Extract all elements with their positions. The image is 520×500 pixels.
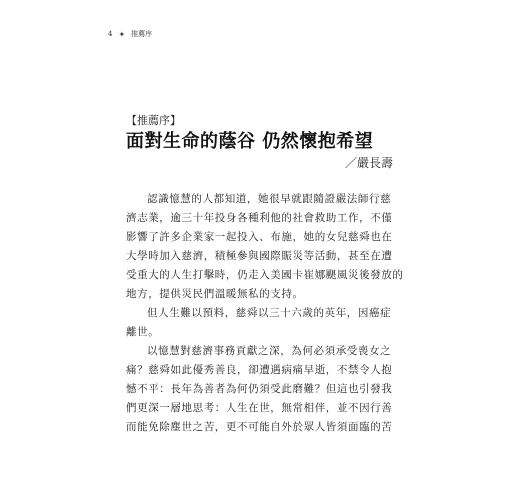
text-line: 憾不平：長年為善者為何仍須受此磨難？但這也引發我 <box>126 383 393 395</box>
article-title: 面對生命的蔭谷 仍然懷抱希望 <box>126 131 374 152</box>
text-line: 受重大的人生打擊時，仍走入美國卡崔娜颶風災後發放的 <box>126 269 404 281</box>
body-text <box>126 190 416 437</box>
four-point-star-icon: ✦ <box>118 29 126 39</box>
text-line: 大學時加入慈濟，積極參與國際賑災等活動，甚至在遭 <box>126 250 393 262</box>
text-line: 以憶慧對慈濟事務貢獻之深，為何必須承受喪女之 <box>147 345 392 357</box>
section-name: 推薦序 <box>131 30 153 38</box>
text-line: 痛？慈舜如此優秀善良，卻遭遇病痛早逝，不禁令人抱 <box>126 364 393 376</box>
page-number: 4 <box>108 30 113 38</box>
text-line: 但人生難以預料，慈舜以三十六歲的英年，因癌症 <box>147 307 392 319</box>
paragraph <box>126 304 416 342</box>
foreword-kicker: 【推薦序】 <box>126 114 181 127</box>
paragraph <box>126 342 416 437</box>
running-header <box>108 29 152 39</box>
author-byline: ／嚴長壽 <box>345 156 394 170</box>
text-line: 認識憶慧的人都知道，她很早就跟隨證嚴法師行慈 <box>147 193 392 205</box>
text-line: 地方，提供災民們溫暖無私的支持。 <box>126 288 304 300</box>
text-line: 影響了許多企業家一起投入、布施，她的女兒慈舜也在 <box>126 231 393 243</box>
text-line: 而能免除塵世之苦，更不可能自外於眾人皆須面臨的苦 <box>126 421 393 433</box>
paragraph <box>126 190 416 304</box>
text-line: 離世。 <box>126 326 160 338</box>
text-line: 們更深一層地思考：人生在世，無常相伴，並不因行善 <box>126 402 393 414</box>
text-line: 濟志業，逾三十年投身各種利他的社會救助工作，不僅 <box>126 212 393 224</box>
